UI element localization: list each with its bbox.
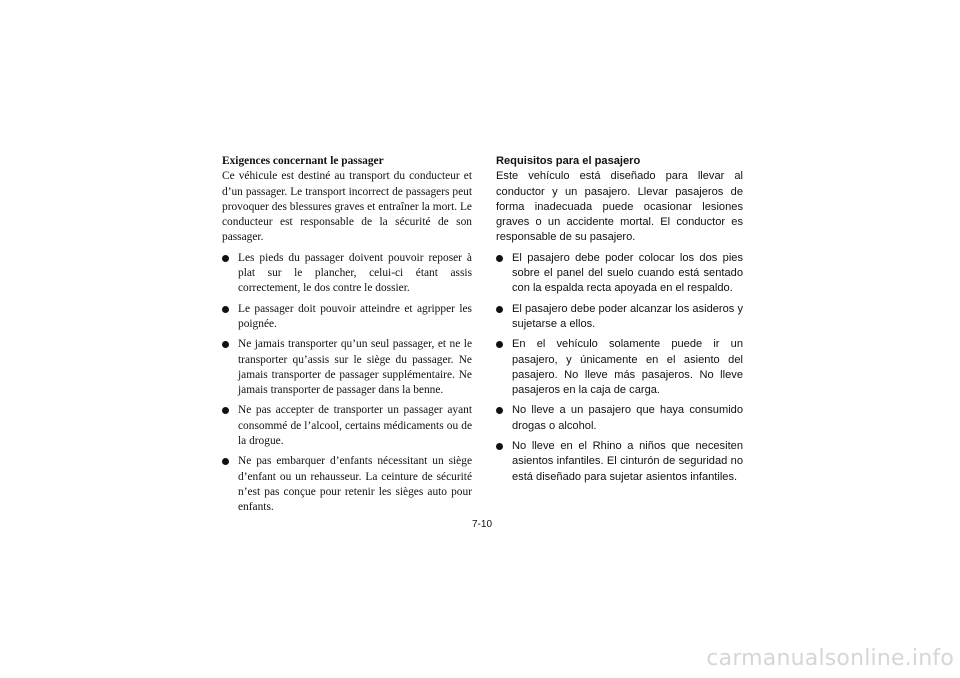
list-item: [496, 403, 743, 434]
bullet-icon: [222, 458, 229, 465]
list-item-text: Le passager doit pouvoir atteindre et agripper les poignée.: [238, 302, 472, 330]
list-item-text: No lleve a un pasajero que haya consumido drogas o alcohol.: [512, 404, 743, 432]
list-item-text: Ne jamais transporter qu’un seul passager, et ne le transporter qu’assis sur le siège du passager. Ne jamais transporter de passager supplémentaire. Ne jamais transporter de passager dans la benne.: [238, 338, 472, 397]
list-item: [222, 337, 472, 398]
list-item-text: Les pieds du passager doivent pouvoir reposer à plat sur le plancher, celui-ci étant assis correctement, le dos contre le dossier.: [238, 251, 472, 295]
french-heading: Exigences concernant le passager: [222, 155, 384, 167]
list-item: [222, 302, 472, 333]
list-item-text: El pasajero debe poder alcanzar los asideros y sujetarse a ellos.: [512, 302, 743, 330]
list-item: [222, 454, 472, 515]
list-item: [496, 337, 743, 398]
bullet-icon: [496, 443, 503, 450]
french-intro: Ce véhicule est destiné au transport du conducteur et d’un passager. Le transport incorrect de passagers peut provoquer des blessures graves et entraîner la mort. Le conducteur est responsable de la sécurité de son passager.: [222, 170, 472, 244]
bullet-icon: [222, 407, 229, 414]
french-column: [222, 154, 472, 516]
list-item: [496, 439, 743, 485]
list-item: [496, 251, 743, 297]
spanish-heading: Requisitos para el pasajero: [496, 155, 641, 167]
spanish-intro: Este vehículo está diseñado para llevar al conductor y un pasajero. Llevar pasajeros de forma inadecuada puede ocasionar lesiones graves o un accidente mortal. El conductor es responsable de su pasajero.: [496, 170, 743, 244]
bullet-icon: [222, 306, 229, 313]
bullet-icon: [496, 341, 503, 348]
watermark: carmanualsonline.info: [706, 646, 954, 671]
bullet-icon: [222, 255, 229, 262]
list-item-text: En el vehículo solamente puede ir un pasajero, y únicamente en el asiento del pasajero. No lleve más pasajeros. No lleve pasajeros en la caja de carga.: [512, 338, 743, 397]
bullet-icon: [496, 407, 503, 414]
list-item: [222, 251, 472, 297]
list-item-text: Ne pas embarquer d’enfants nécessitant un siège d’enfant ou un rehausseur. La ceinture de sécurité n’est pas conçue pour retenir les sièges auto pour enfants.: [238, 455, 472, 514]
bullet-icon: [496, 255, 503, 262]
list-item: [496, 302, 743, 333]
page-number: 7-10: [471, 519, 492, 530]
spanish-bullet-list: [496, 251, 743, 485]
bullet-icon: [496, 306, 503, 313]
bullet-icon: [222, 341, 229, 348]
list-item-text: El pasajero debe poder colocar los dos pies sobre el panel del suelo cuando está sentado con la espalda recta apoyada en el respaldo.: [512, 251, 743, 295]
list-item-text: Ne pas accepter de transporter un passager ayant consommé de l’alcool, certains médicaments ou de la drogue.: [238, 404, 472, 448]
french-bullet-list: [222, 251, 472, 516]
spanish-column: [496, 154, 743, 485]
list-item-text: No lleve en el Rhino a niños que necesiten asientos infantiles. El cinturón de seguridad no está diseñado para sujetar asientos infantiles.: [512, 440, 743, 483]
list-item: [222, 403, 472, 449]
